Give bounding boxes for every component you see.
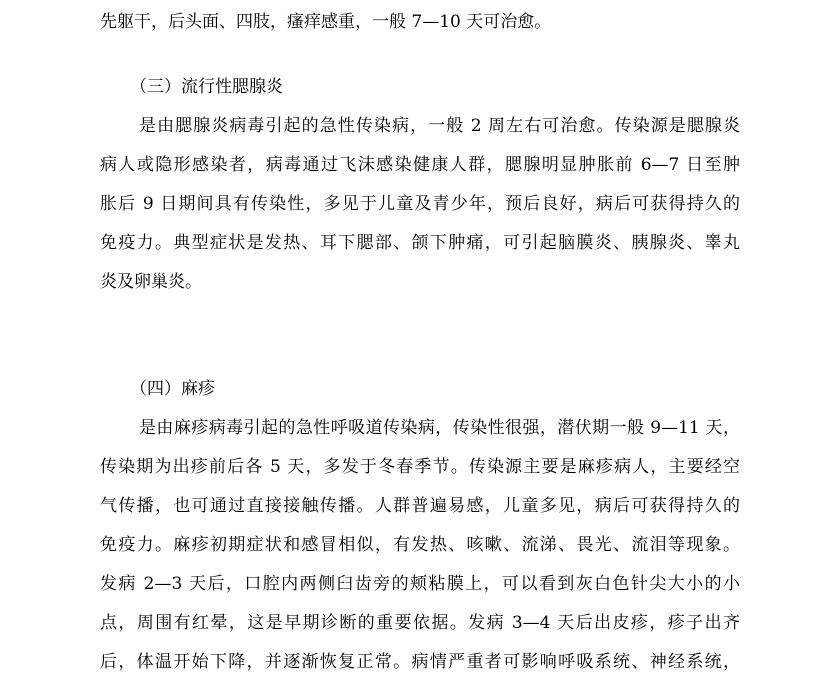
measles-paragraph-line: 传染期为出疹前后各 5 天，多发于冬春季节。传染源主要是麻疹病人，主要经空 (100, 457, 740, 477)
mumps-paragraph-line: 胀后 9 日期间具有传染性，多见于儿童及青少年，预后良好，病后可获得持久的 (100, 194, 740, 214)
section-heading-mumps: （三）流行性腮腺炎 (130, 77, 283, 97)
measles-paragraph-line: 气传播，也可通过直接接触传播。人群普遍易感，儿童多见，病后可获得持久的 (100, 496, 740, 516)
mumps-paragraph-line: 炎及卵巢炎。 (100, 272, 202, 292)
measles-paragraph-line: 是由麻疹病毒引起的急性呼吸道传染病，传染性很强，潜伏期一般 9—11 天， (139, 418, 740, 438)
mumps-paragraph-line: 病人或隐形感染者，病毒通过飞沫感染健康人群，腮腺明显肿胀前 6—7 日至肿 (100, 155, 740, 175)
measles-paragraph-line: 点，周围有红晕，这是早期诊断的重要依据。发病 3—4 天后出皮疹，疹子出齐 (100, 613, 740, 633)
measles-paragraph-line: 后，体温开始下降，并逐渐恢复正常。病情严重者可影响呼吸系统、神经系统， (100, 652, 740, 672)
mumps-paragraph-line: 免疫力。典型症状是发热、耳下腮部、颌下肿痛，可引起脑膜炎、胰腺炎、睾丸 (100, 233, 740, 253)
section-heading-measles: （四）麻疹 (130, 379, 215, 399)
intro-paragraph-last-line: 先躯干，后头面、四肢，瘙痒感重，一般 7—10 天可治愈。 (100, 12, 552, 32)
measles-paragraph-line: 发病 2—3 天后，口腔内两侧臼齿旁的颊粘膜上，可以看到灰白色针尖大小的小 (100, 574, 740, 594)
mumps-paragraph-line: 是由腮腺炎病毒引起的急性传染病，一般 2 周左右可治愈。传染源是腮腺炎 (139, 116, 740, 136)
measles-paragraph-line: 免疫力。麻疹初期症状和感冒相似，有发热、咳嗽、流涕、畏光、流泪等现象。 (100, 535, 740, 555)
